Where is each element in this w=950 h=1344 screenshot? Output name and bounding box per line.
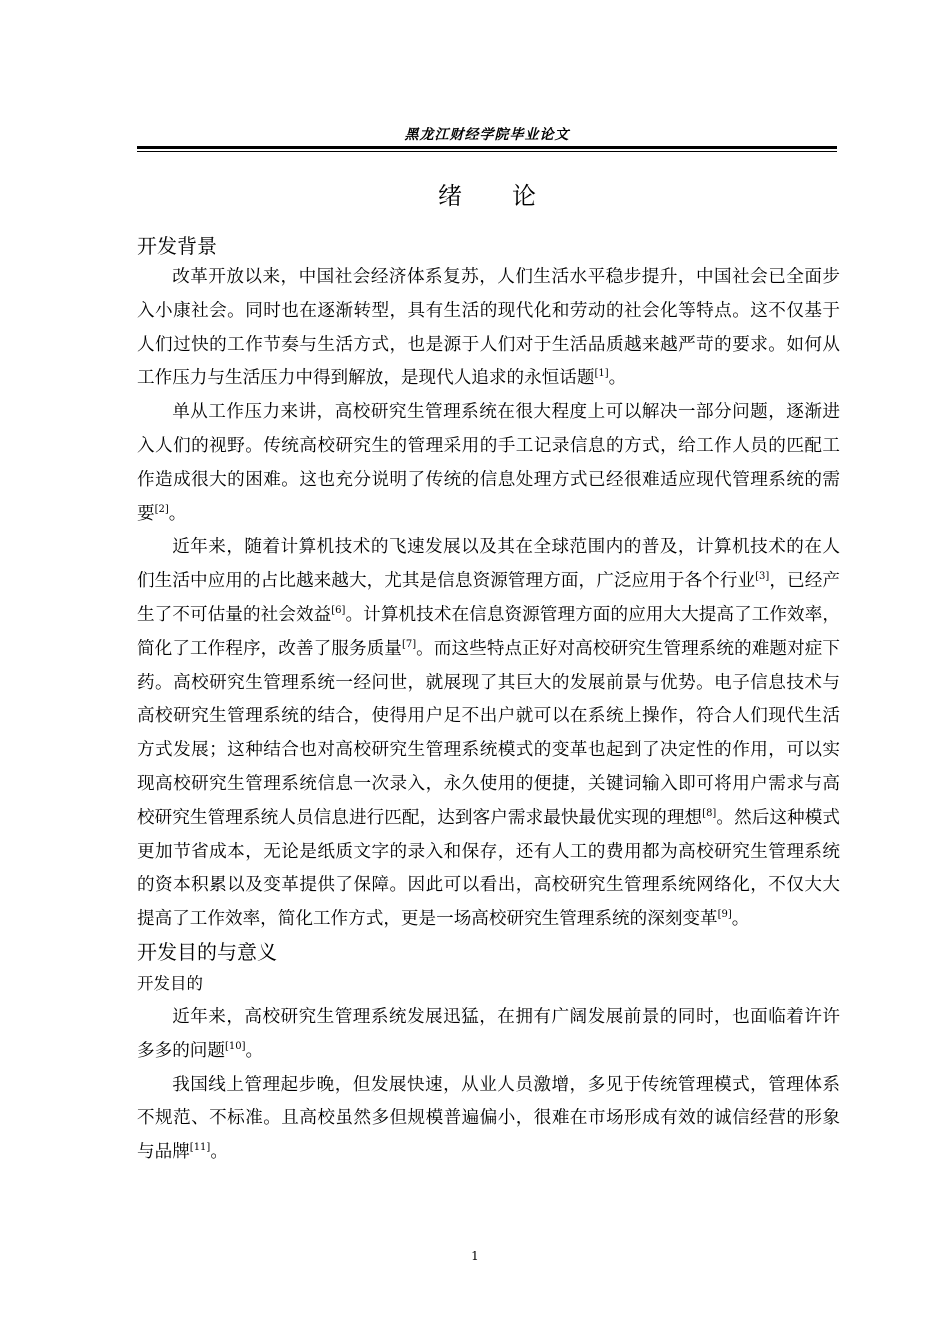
header-rule-thin — [137, 151, 837, 152]
paragraph-background-3: 近年来，随着计算机技术的飞速发展以及其在全球范围内的普及，计算机技术的在人们生活中应用的占比越来越大，尤其是信息资源管理方面，广泛应用于各个行业[3]，已经产生了不可估量的社会效益[6]。计算机技术在信息资源管理方面的应用大大提高了工作效率，简化了工作程序，改善了服务质量[7]。而这些特点正好对高校研究生管理系统的难题对症下药。高校研究生管理系统一经问世，就展现了其巨大的发展前景与优势。电子信息技术与高校研究生管理系统的结合，使得用户足不出户就可以在系统上操作，符合人们现代生活方式发展；这种结合也对高校研究生管理系统模式的变革也起到了决定性的作用，可以实现高校研究生管理系统信息一次录入，永久使用的便捷，关键词输入即可将用户需求与高校研究生管理系统人员信息进行匹配，达到客户需求最快最优实现的理想[8]。然后这种模式更加节省成本，无论是纸质文字的录入和保存，还有人工的费用都为高校研究生管理系统的资本积累以及变革提供了保障。因此可以看出，高校研究生管理系统网络化，不仅大大提高了工作效率，简化工作方式，更是一场高校研究生管理系统的深刻变革[9]。 — [137, 537, 840, 930]
paragraph-background-2: 单从工作压力来讲，高校研究生管理系统在很大程度上可以解决一部分问题，逐渐进入人们的视野。传统高校研究生的管理采用的手工记录信息的方式，给工作人员的匹配工作造成很大的困难。这也充分说明了传统的信息处理方式已经很难适应现代管理系统的需要[2]。 — [137, 402, 840, 524]
chapter-title-right: 论 — [512, 182, 536, 210]
section-heading-background: 开发背景 — [137, 234, 217, 258]
body-content — [137, 231, 840, 1170]
citation: [3] — [755, 571, 770, 583]
citation: [2] — [154, 503, 169, 515]
citation: [6] — [331, 605, 346, 617]
citation: [8] — [702, 807, 717, 819]
section-heading-purpose: 开发目的与意义 — [137, 939, 277, 964]
paragraph-purpose-2: 我国线上管理起步晚，但发展快速，从业人员激增，多见于传统管理模式，管理体系不规范、不标准。且高校虽然多但规模普遍偏小，很难在市场形成有效的诚信经营的形象与品牌[11]。 — [137, 1074, 840, 1163]
header-rule-thick — [137, 146, 837, 149]
citation: [11] — [189, 1142, 211, 1154]
citation: [7] — [401, 638, 417, 650]
citation: [1] — [594, 368, 609, 380]
citation: [9] — [717, 909, 732, 921]
page-number: 1 — [471, 1249, 479, 1263]
citation: [10] — [224, 1040, 246, 1052]
subsection-heading-purpose: 开发目的 — [137, 973, 203, 993]
running-header: 黑龙江财经学院毕业论文 — [404, 127, 570, 143]
paragraph-purpose-1: 近年来，高校研究生管理系统发展迅猛，在拥有广阔发展前景的同时，也面临着许许多多的问题[10]。 — [137, 1006, 840, 1061]
paragraph-background-1: 改革开放以来，中国社会经济体系复苏，人们生活水平稳步提升，中国社会已全面步入小康社会。同时也在逐渐转型，具有生活的现代化和劳动的社会化等特点。这不仅基于人们过快的工作节奏与生活方式，也是源于人们对于生活品质越来越严苛的要求。如何从工作压力与生活压力中得到解放，是现代人追求的永恒话题[1]。 — [137, 267, 840, 389]
chapter-title-left: 绪 — [438, 182, 462, 210]
chapter-title — [137, 176, 837, 211]
